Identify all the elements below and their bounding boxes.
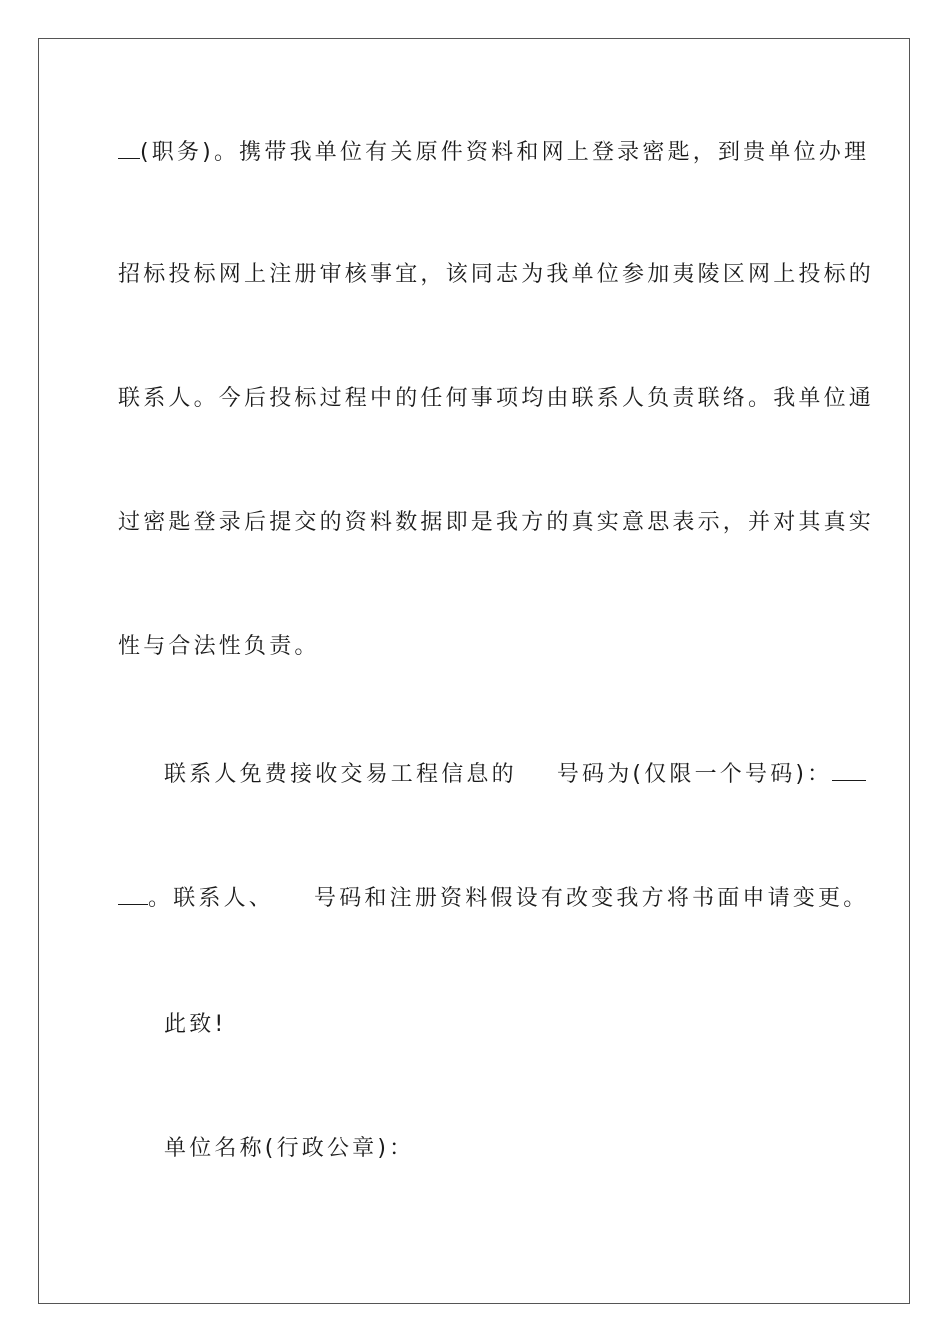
phone-number-blank-cont <box>118 882 148 905</box>
paragraph2-line2 <box>118 882 868 914</box>
paragraph1-line1-text: (职务)。携带我单位有关原件资料和网上登录密匙，到贵单位办理 <box>140 140 870 165</box>
phone-number-blank <box>832 758 866 781</box>
position-blank <box>118 136 140 159</box>
page-border <box>38 38 910 1304</box>
paragraph1-line4: 过密匙登录后提交的资料数据即是我方的真实意思表示，并对其真实 <box>118 510 875 535</box>
closing-text: 此致! <box>164 1012 227 1037</box>
paragraph1-line5: 性与合法性负责。 <box>118 634 320 659</box>
signature-label: 单位名称(行政公章)： <box>164 1136 415 1161</box>
paragraph1-line1 <box>118 136 869 168</box>
paragraph2-line2-part2: 号码和注册资料假设有改变我方将书面申请变更。 <box>314 886 869 911</box>
paragraph2-line1 <box>164 758 866 790</box>
paragraph1-line2: 招标投标网上注册审核事宜，该同志为我单位参加夷陵区网上投标的 <box>118 262 875 287</box>
paragraph2-line1-part2: 号码为(仅限一个号码)： <box>556 762 833 787</box>
paragraph2-line1-part1: 联系人免费接收交易工程信息的 <box>164 762 517 787</box>
paragraph2-line2-part1: 。联系人、 <box>148 886 275 911</box>
paragraph1-line3: 联系人。今后投标过程中的任何事项均由联系人负责联络。我单位通 <box>118 386 875 411</box>
